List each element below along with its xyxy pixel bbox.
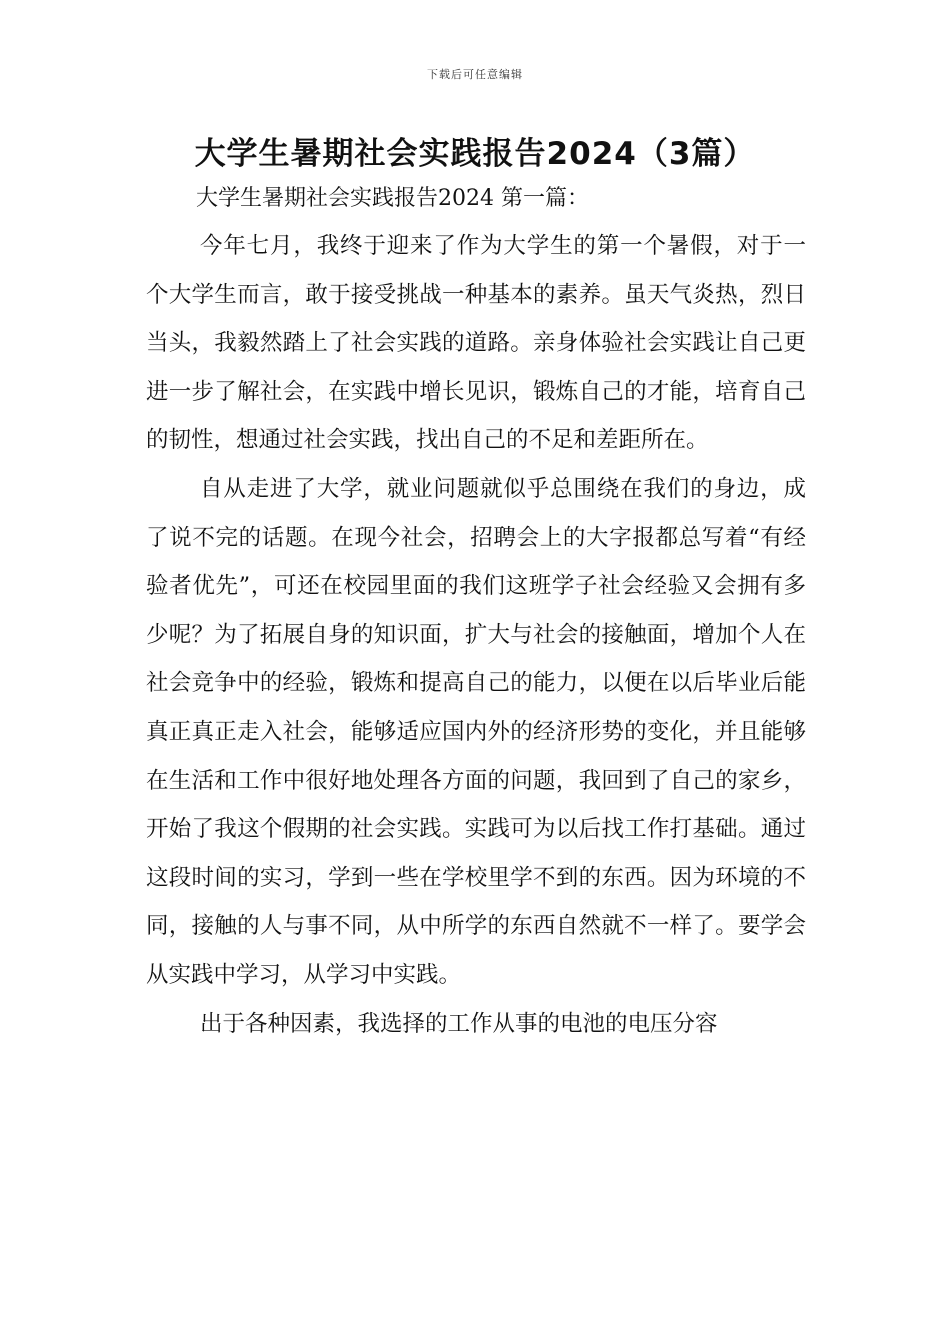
paragraph-3: 出于各种因素，我选择的工作从事的电池的电压分容 (200, 1010, 718, 1037)
document-title: 大学生暑期社会实践报告2024（3篇） (194, 136, 756, 172)
paragraph-2: 自从走进了大学，就业问题就似乎总围绕在我们的身边，成了说不完的话题。在现今社会，招聘会上的大字报都总写着“有经验者优先”，可还在校园里面的我们这班学子社会经验又会拥有多少呢？为了拓展自身的知识面，扩大与社会的接触面，增加个人在社会竞争中的经验，锻炼和提高自己的能力，以便在以后毕业后能真正真正走入社会，能够适应国内外的经济形势的变化，并且能够在生活和工作中很好地处理各方面的问题，我回到了自己的家乡，开始了我这个假期的社会实践。实践可为以后找工作打基础。通过这段时间的实习，学到一些在学校里学不到的东西。因为环境的不同，接触的人与事不同，从中所学的东西自然就不一样了。要学会从实践中学习，从学习中实践。 (146, 475, 806, 988)
paragraph-1: 今年七月，我终于迎来了作为大学生的第一个暑假，对于一个大学生而言，敢于接受挑战一种基本的素养。虽天气炎热，烈日当头，我毅然踏上了社会实践的道路。亲身体验社会实践让自己更进一步了解社会，在实践中增长见识，锻炼自己的才能，培育自己的韧性，想通过社会实践，找出自己的不足和差距所在。 (146, 233, 806, 454)
header-note: 下载后可任意编辑 (427, 68, 523, 81)
section-subtitle: 大学生暑期社会实践报告2024 第一篇： (196, 186, 589, 211)
document-body (146, 222, 806, 1048)
